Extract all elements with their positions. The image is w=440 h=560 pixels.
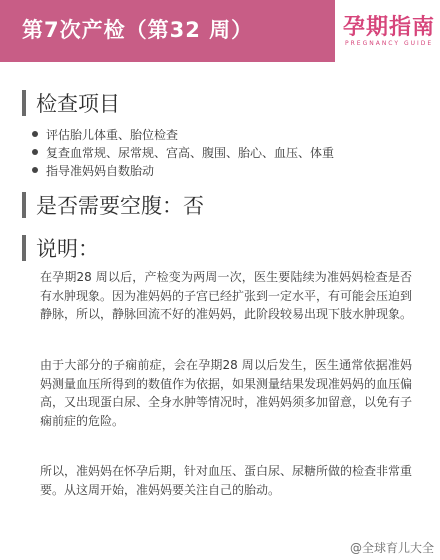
list-item-text: 指导准妈妈自数胎动 bbox=[46, 163, 155, 178]
heading-bar bbox=[22, 90, 26, 116]
logo bbox=[335, 0, 440, 62]
heading-text: 检查项目 bbox=[36, 92, 120, 116]
bullet-icon bbox=[32, 149, 38, 155]
heading-bar bbox=[22, 192, 26, 218]
bullet-icon bbox=[32, 131, 38, 137]
heading-text: 是否需要空腹：否 bbox=[36, 194, 204, 218]
page-title: 第7次产检（第32 周） bbox=[22, 18, 254, 42]
paragraph: 在孕期28 周以后，产检变为两周一次，医生要陆续为准妈妈检查是否有水肿现象。因为准妈妈的子宫已经扩张到一定水平，有可能会压迫到静脉，所以，静脉回流不好的准妈妈，此阶段较易出现下肢水肿现象。 bbox=[40, 270, 413, 321]
section-notes-heading bbox=[22, 233, 99, 263]
header-banner bbox=[0, 0, 440, 62]
list-item bbox=[32, 143, 334, 161]
list-item bbox=[32, 161, 334, 179]
bullet-icon bbox=[32, 167, 38, 173]
section-items-heading bbox=[22, 88, 120, 118]
heading-bar bbox=[22, 235, 26, 261]
list-item-text: 复查血常规、尿常规、宫高、腹围、胎心、血压、体重 bbox=[46, 145, 335, 160]
list-item bbox=[32, 125, 334, 143]
check-item-list bbox=[32, 125, 334, 179]
paragraph: 所以，准妈妈在怀孕后期，针对血压、蛋白尿、尿糖所做的检查非常重要。从这周开始，准妈妈要关注自己的胎动。 bbox=[40, 464, 413, 497]
logo-subtext: PREGNANCY GUIDE bbox=[345, 40, 434, 47]
paragraph: 由于大部分的子痫前症，会在孕期28 周以后发生，医生通常依据准妈妈测量血压所得到的数值作为依据，如果测量结果发现准妈妈的血压偏高，又出现蛋白尿、全身水肿等情况时，准妈妈须多加留意，以免有子痫前症的危险。 bbox=[40, 358, 413, 428]
heading-text: 说明： bbox=[36, 237, 99, 261]
logo-text: 孕期指南 bbox=[343, 15, 436, 40]
section-fasting-heading bbox=[22, 190, 204, 220]
watermark: @全球育儿大全 bbox=[349, 541, 434, 555]
list-item-text: 评估胎儿体重、胎位检查 bbox=[46, 127, 179, 142]
